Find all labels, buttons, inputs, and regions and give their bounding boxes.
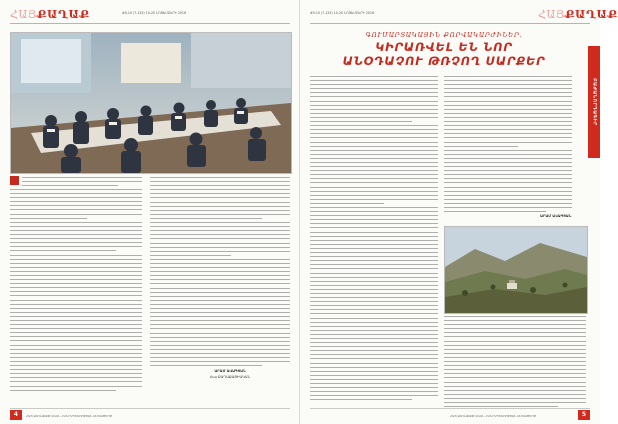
page-number-left: 4 [10, 410, 22, 420]
left-page [0, 0, 300, 424]
headline-line-2: ԱՆՕԴԱՉՈՒ ԹՌՉՈՂ ՍԱՐՔԵՐ [342, 53, 546, 68]
masthead-suffix: ՔԱՂԱՔ [36, 8, 90, 21]
masthead-prefix-right: ՀԱՅ [538, 8, 565, 21]
landscape-photo [444, 226, 588, 314]
issue-line-right: #9-10 (7-125) 10-20 ՆՈՅԵՄԲԵՐԻ 2016 [310, 11, 374, 15]
left-column-1 [10, 189, 142, 394]
drop-cap-marker [10, 176, 19, 185]
conference-photo [10, 32, 292, 174]
article-author: ԱՐԱՄ ԱՎԱԳՅԱՆ [540, 214, 572, 218]
conference-photo-icon [11, 33, 291, 173]
issue-line: #9-10 (7-125) 10-20 ՆՈՅԵՄԲԵՐԻ 2016 [122, 11, 186, 15]
side-tab-label: ԲԱԺԱՆՈՐԴԱԳԻՐ [591, 78, 597, 126]
signature-title: Հայ ՔԱՂԱՔԱՑԻԱԿԱՆ [209, 375, 251, 379]
masthead-right [538, 8, 618, 21]
article-headline [316, 41, 572, 68]
header-rule-right [310, 23, 590, 24]
footer-rule-right [310, 408, 590, 409]
footer-right: ՀԱՅ ՔԱՂԱՔԱՑԻԱԿԱՆ ՀԱՆՐԱՊԵՏՈՒԹՅԱՆ ԱՄՍԱԹԵՐԹ [450, 414, 536, 418]
footer-left: ՀԱՅ ՔԱՂԱՔԱՑԻԱԿԱՆ ՀԱՆՐԱՊԵՏՈՒԹՅԱՆ ԱՄՍԱԹԵՐԹ [26, 414, 112, 418]
footer-rule [10, 408, 290, 409]
masthead-suffix-right: ՔԱՂԱՔ [564, 8, 618, 21]
article-kicker: ԳՈՒՄԱՐՏԱԿԱՅԻՆ ՔՈՐՎԱԿԱՐԺԻՆԵՐ. [365, 31, 523, 39]
left-column-2 [150, 177, 290, 369]
side-tab [588, 46, 600, 158]
headline-line-1: ԿԻՐԱՌՎԵԼ ԵՆ ՆՈՐ [375, 40, 513, 54]
right-column-2 [444, 76, 572, 215]
masthead-prefix: ՀԱՅ [10, 8, 37, 21]
page-number-right: 5 [578, 410, 590, 420]
right-column-1 [310, 76, 438, 404]
right-page [300, 0, 618, 424]
right-column-2-bottom [444, 316, 586, 410]
signature-name: ԱՐԱՄ ԱՎԱԳՅԱՆ [214, 369, 246, 373]
header-rule [10, 23, 290, 24]
masthead-left [10, 8, 90, 21]
left-column-1-top [22, 177, 142, 189]
landscape-photo-icon [445, 227, 587, 313]
